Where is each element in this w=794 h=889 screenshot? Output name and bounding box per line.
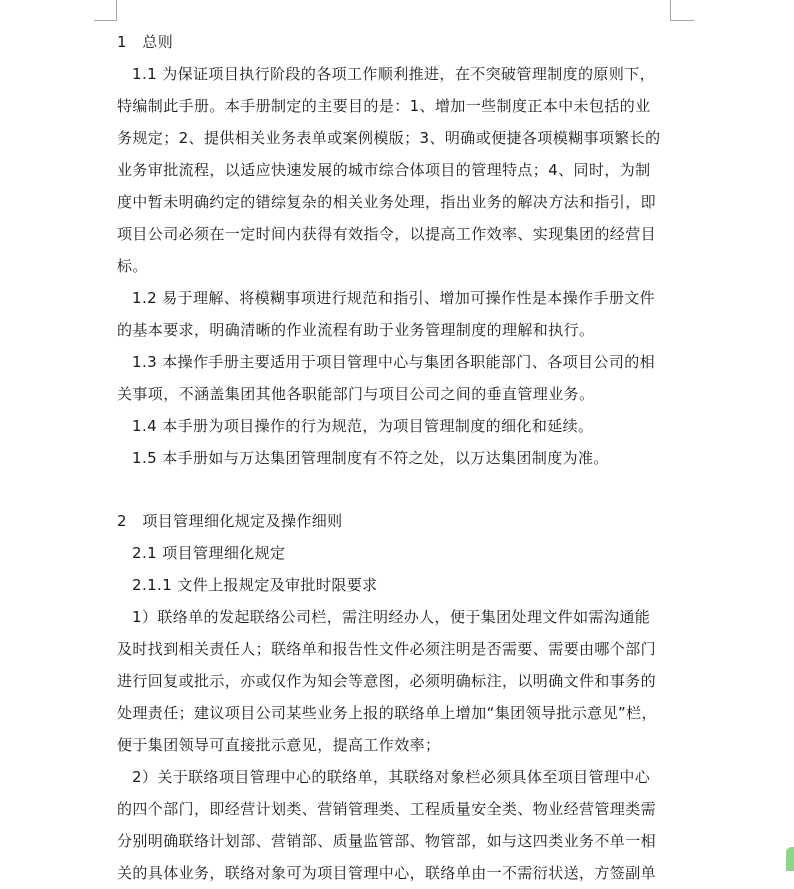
subheading: 2.1 项目管理细化规定: [132, 544, 286, 562]
paragraph-line: 及时找到相关责任人；联络单和报告性文件必须注明是否需要、需要由哪个部门: [117, 640, 657, 658]
paragraph-line: 2）关于联络项目管理中心的联络单，其联络对象栏必须具体至项目管理中心: [132, 768, 651, 786]
paragraph-line: 务规定；2、提供相关业务表单或案例模版；3、明确或便捷各项模糊事项繁长的: [117, 129, 661, 147]
scroll-edge-marker: [786, 847, 794, 871]
paragraph-line: 业务审批流程，以适应快速发展的城市综合体项目的管理特点；4、同时，为制: [117, 161, 651, 179]
paragraph-line: 关的具体业务，联络对象可为项目管理中心，联络单由一不需衍状送，方签副单: [117, 864, 657, 882]
crop-mark-top-left: [94, 0, 117, 21]
paragraph-line: 的基本要求，明确清晰的作业流程有助于业务管理制度的理解和执行。: [117, 321, 595, 339]
paragraph-line: 处理责任；建议项目公司某些业务上报的联络单上增加“集团领导批示意见”栏，: [117, 704, 657, 722]
paragraph-line: 1.2 易于理解、将模糊事项进行规范和指引、增加可操作性是本操作手册文件: [132, 289, 656, 307]
paragraph-line: 项目公司必须在一定时间内获得有效指令，以提高工作效率、实现集团的经营目: [117, 225, 657, 243]
paragraph-line: 特编制此手册。本手册制定的主要目的是：1、增加一些制度正本中未包括的业: [117, 97, 651, 115]
paragraph-line: 便于集团领导可直接批示意见，提高工作效率；: [117, 736, 441, 754]
paragraph-line: 1.4 本手册为项目操作的行为规范，为项目管理制度的细化和延续。: [132, 417, 594, 435]
paragraph-line: 1）联络单的发起联络公司栏，需注明经办人，便于集团处理文件如需沟通能: [132, 608, 651, 626]
paragraph-line: 1.3 本操作手册主要适用于项目管理中心与集团各职能部门、各项目公司的相: [132, 353, 656, 371]
paragraph-line: 标。: [117, 257, 148, 275]
heading-2: 2 项目管理细化规定及操作细则: [117, 512, 343, 530]
paragraph-line: 进行回复或批示，亦或仅作为知会等意图，必须明确标注，以明确文件和事务的: [117, 672, 657, 690]
subheading: 2.1.1 文件上报规定及审批时限要求: [132, 576, 378, 594]
paragraph-line: 度中暂未明确约定的错综复杂的相关业务处理，指出业务的解决方法和指引，即: [117, 193, 657, 211]
paragraph-line: 1.5 本手册如与万达集团管理制度有不符之处，以万达集团制度为准。: [132, 449, 609, 467]
paragraph-line: 1.1 为保证项目执行阶段的各项工作顺利推进，在不突破管理制度的原则下，: [132, 65, 656, 83]
paragraph-line: 分别明确联络计划部、营销部、质量监管部、物管部，如与这四类业务不单一相: [117, 832, 657, 850]
paragraph-line: 的四个部门，即经营计划类、营销管理类、工程质量安全类、物业经营管理类需: [117, 800, 657, 818]
paragraph-line: 关事项，不涵盖集团其他各职能部门与项目公司之间的垂直管理业务。: [117, 385, 595, 403]
heading-1: 1 总则: [117, 33, 174, 51]
crop-mark-top-right: [670, 0, 694, 21]
